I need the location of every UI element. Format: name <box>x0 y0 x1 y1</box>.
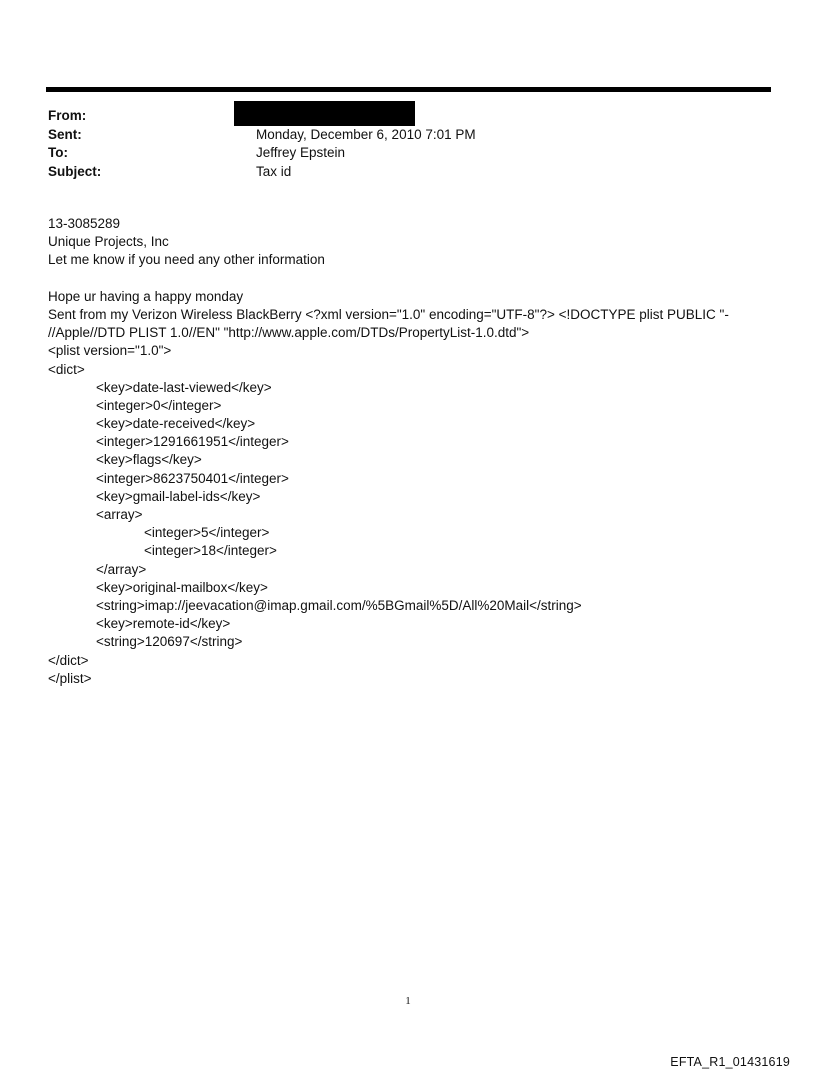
email-body <box>48 215 748 688</box>
company-line: Unique Projects, Inc <box>48 234 169 250</box>
dict-open-line: <dict> <box>48 361 85 377</box>
from-row <box>48 107 748 126</box>
xml-line: <integer>18</integer> <box>144 543 277 559</box>
xml-line: <integer>0</integer> <box>96 397 222 413</box>
xml-line: <key>flags</key> <box>96 452 202 468</box>
xml-line: <key>remote-id</key> <box>96 616 231 632</box>
plist-close-line: </plist> <box>48 670 92 686</box>
signature-line-2: //Apple//DTD PLIST 1.0//EN" "http://www.apple.com/DTDs/PropertyList-1.0.dtd"> <box>48 325 530 341</box>
xml-line: <integer>8623750401</integer> <box>96 470 289 486</box>
xml-line: <key>date-received</key> <box>96 416 256 432</box>
greeting-line: Hope ur having a happy monday <box>48 288 244 304</box>
subject-label: Subject: <box>48 163 102 179</box>
tax-id-line: 13-3085289 <box>48 216 121 231</box>
request-line: Let me know if you need any other information <box>48 252 325 268</box>
xml-line: <key>date-last-viewed</key> <box>96 379 272 395</box>
from-label: From: <box>48 108 87 123</box>
xml-line: <integer>5</integer> <box>144 525 270 541</box>
to-row <box>48 144 748 163</box>
xml-line: </array> <box>96 561 147 577</box>
xml-line: <array> <box>96 507 143 522</box>
sent-value: Monday, December 6, 2010 7:01 PM <box>256 126 476 142</box>
redaction-box <box>234 101 415 126</box>
subject-row <box>48 163 748 182</box>
subject-value: Tax id <box>256 163 292 179</box>
to-label: To: <box>48 145 68 160</box>
bates-number: EFTA_R1_01431619 <box>670 1055 790 1069</box>
xml-line: <key>original-mailbox</key> <box>96 579 268 595</box>
sent-row <box>48 126 748 145</box>
xml-line: <key>gmail-label-ids</key> <box>96 488 261 504</box>
plist-open-line: <plist version="1.0"> <box>48 343 172 359</box>
xml-line: <integer>1291661951</integer> <box>96 434 289 450</box>
xml-line: <string>imap://jeevacation@imap.gmail.com/%5BGmail%5D/All%20Mail</string> <box>96 597 582 613</box>
to-value: Jeffrey Epstein <box>256 145 346 160</box>
page-number: 1 <box>405 995 411 1007</box>
signature-line-1: Sent from my Verizon Wireless BlackBerry <?xml version="1.0" encoding="UTF-8"?> <!DOCTYPE plist PUBLIC "- <box>48 306 729 322</box>
dict-close-line: </dict> <box>48 652 89 668</box>
email-header <box>48 107 748 181</box>
blank-line <box>48 270 748 288</box>
header-divider <box>46 87 771 92</box>
xml-line: <string>120697</string> <box>96 634 243 650</box>
sent-label: Sent: <box>48 126 82 142</box>
